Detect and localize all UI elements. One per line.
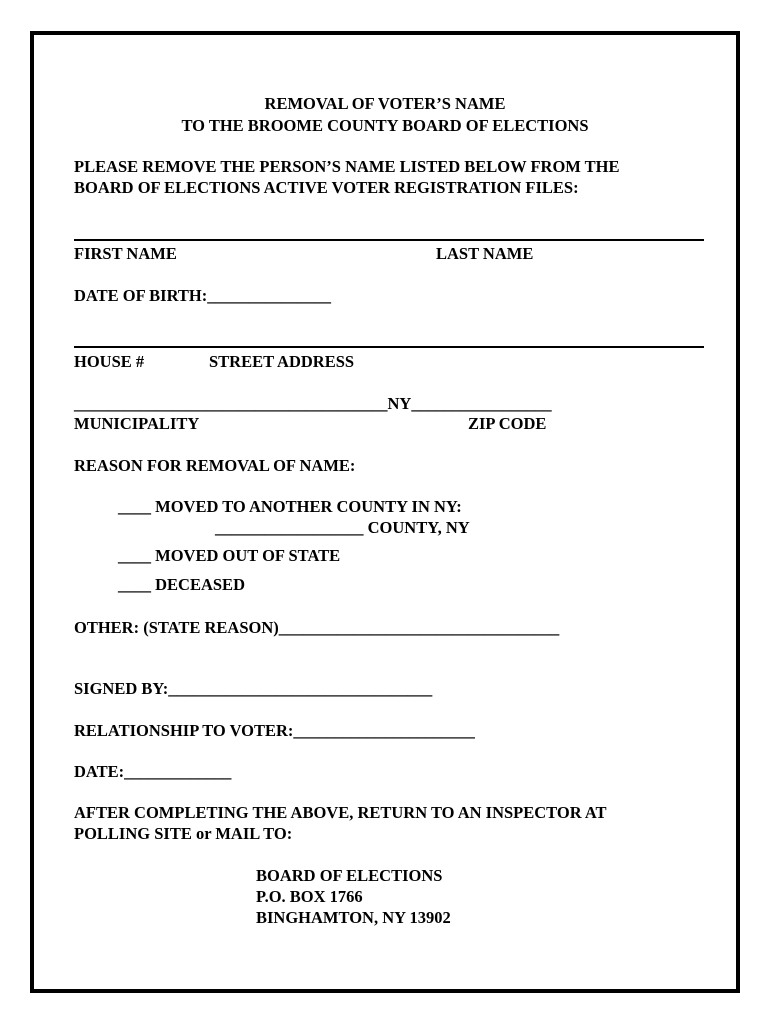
instruction-line2: BOARD OF ELECTIONS ACTIVE VOTER REGISTRATION FILES: — [74, 178, 579, 197]
name-field-line[interactable] — [74, 239, 704, 241]
municipality-zip-field[interactable]: ______________________________________NY_________________ — [74, 394, 552, 413]
mailing-address-line1: BOARD OF ELECTIONS — [256, 866, 443, 885]
reason-heading: REASON FOR REMOVAL OF NAME: — [74, 456, 356, 475]
mailing-address-line2: P.O. BOX 1766 — [256, 887, 363, 906]
option-deceased[interactable]: ____ DECEASED — [118, 575, 245, 594]
zip-code-label: ZIP CODE — [468, 414, 547, 433]
date-of-birth-field[interactable]: DATE OF BIRTH:_______________ — [74, 286, 332, 305]
signed-by-field[interactable]: SIGNED BY:________________________________ — [74, 679, 433, 698]
form-title-line1: REMOVAL OF VOTER’S NAME — [264, 94, 506, 113]
address-field-line[interactable] — [74, 346, 704, 348]
county-name-field[interactable]: __________________ COUNTY, NY — [215, 518, 470, 537]
return-instruction-line2: POLLING SITE or MAIL TO: — [74, 824, 293, 843]
last-name-label: LAST NAME — [436, 244, 534, 263]
return-instruction-line1: AFTER COMPLETING THE ABOVE, RETURN TO AN INSPECTOR AT — [74, 803, 607, 822]
form-title-line2: TO THE BROOME COUNTY BOARD OF ELECTIONS — [181, 116, 589, 135]
street-address-label: STREET ADDRESS — [209, 352, 355, 371]
mailing-address-line3: BINGHAMTON, NY 13902 — [256, 908, 451, 927]
relationship-field[interactable]: RELATIONSHIP TO VOTER:______________________ — [74, 721, 475, 740]
first-name-label: FIRST NAME — [74, 244, 177, 263]
option-moved-out-of-state[interactable]: ____ MOVED OUT OF STATE — [118, 546, 341, 565]
date-field[interactable]: DATE:_____________ — [74, 762, 232, 781]
house-number-label: HOUSE # — [74, 352, 145, 371]
instruction-line1: PLEASE REMOVE THE PERSON’S NAME LISTED BELOW FROM THE — [74, 157, 620, 176]
other-reason-field[interactable]: OTHER: (STATE REASON)__________________________________ — [74, 618, 560, 637]
option-moved-county[interactable]: ____ MOVED TO ANOTHER COUNTY IN NY: — [118, 497, 462, 516]
municipality-label: MUNICIPALITY — [74, 414, 200, 433]
